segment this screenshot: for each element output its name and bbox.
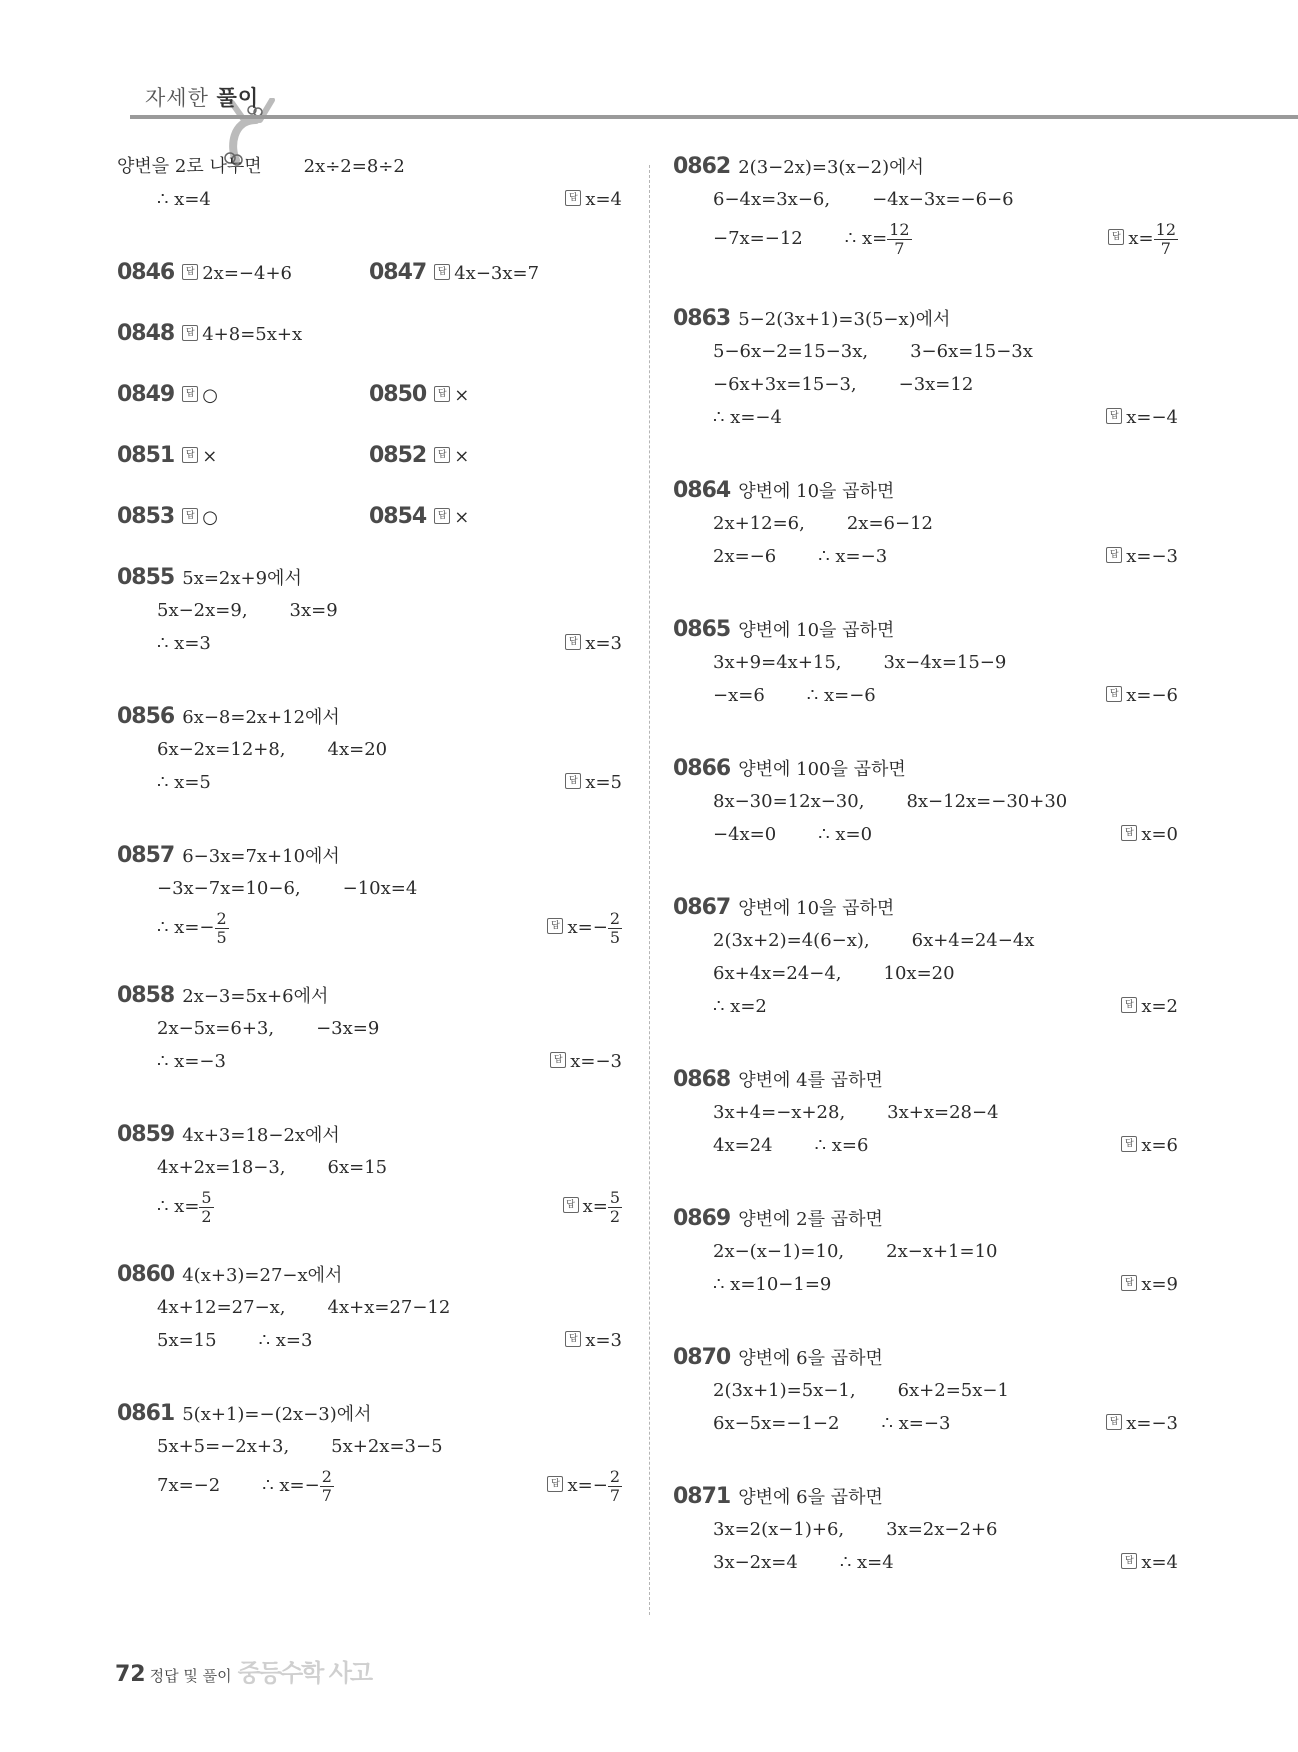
problem-number: 0853 — [117, 504, 175, 529]
solution-line: 2x=−6 ∴ x=−3 답 x=−3 — [673, 540, 1178, 573]
solution-line: 0855 5x=2x+9에서 — [117, 565, 302, 590]
problem-number: 0857 — [117, 843, 175, 868]
problem-number: 0850 — [369, 382, 427, 407]
answer-tag-icon: 답 — [565, 190, 581, 206]
solution-line: ∴ x=2 답 x=2 — [673, 990, 1178, 1023]
problem-number: 0865 — [673, 617, 731, 642]
fraction: $\frac{2}{5}$ — [216, 908, 227, 947]
solution-line: 0862 2(3−2x)=3(x−2)에서 — [673, 154, 924, 179]
answer-tag-icon: 답 — [434, 508, 450, 524]
solution-line: 2x−(x−1)=10, 2x−x+1=10 — [713, 1241, 998, 1262]
solution-line: 3x+9=4x+15, 3x−4x=15−9 — [713, 652, 1007, 673]
solution-line: 0861 5(x+1)=−(2x−3)에서 — [117, 1401, 372, 1426]
answer: 답 x=−3 — [1106, 540, 1178, 573]
problem-number: 0870 — [673, 1345, 731, 1370]
solution-line: 3x+4=−x+28, 3x+x=28−4 — [713, 1102, 999, 1123]
solution-line: 0866 양변에 100을 곱하면 — [673, 756, 906, 781]
answer-tag-icon: 답 — [565, 634, 581, 650]
solution-line: 4x+2x=18−3, 6x=15 — [157, 1157, 388, 1178]
answer-tag-icon: 답 — [1108, 229, 1124, 245]
answer-tag-icon: 답 — [434, 264, 450, 280]
answer: 답 x=3 — [565, 1324, 622, 1357]
answer: 답 x=6 — [1121, 1129, 1178, 1162]
answer-tag-icon: 답 — [434, 386, 450, 402]
problem-number: 0848 — [117, 321, 175, 346]
solution-0857 — [117, 839, 622, 951]
answer: 답 x=3 — [565, 627, 622, 660]
answer-pair: 0853 답 ○ 0854 답 × — [117, 504, 470, 529]
solution-line: 8x−30=12x−30, 8x−12x=−30+30 — [713, 791, 1068, 812]
problem-number: 0860 — [117, 1262, 175, 1287]
fraction: $\frac{2}{7}$ — [321, 1466, 332, 1505]
solution-line: ∴ x=−3 답 x=−3 — [117, 1045, 622, 1078]
answer-pair: 0848 답 4+8=5x+x — [117, 321, 303, 346]
answer-tag-icon: 답 — [1121, 1275, 1137, 1291]
solution-line: 6x−2x=12+8, 4x=20 — [157, 739, 388, 760]
footer-label: 정답 및 풀이 — [149, 1667, 232, 1685]
solution-0871 — [673, 1480, 1178, 1579]
problem-number: 0866 — [673, 756, 731, 781]
column-divider — [649, 165, 650, 1615]
problem-number: 0846 — [117, 260, 175, 285]
solution-line: 0858 2x−3=5x+6에서 — [117, 983, 329, 1008]
problem-number: 0849 — [117, 382, 175, 407]
problem-number: 0859 — [117, 1122, 175, 1147]
answer-tag-icon: 답 — [1106, 547, 1122, 563]
solution-0864 — [673, 474, 1178, 573]
solution-line: 2(3x+2)=4(6−x), 6x+4=24−4x — [713, 930, 1035, 951]
answer: 답 x= $\frac{12}{7}$ — [1108, 216, 1178, 262]
solution-line: ∴ x= $\frac{5}{2}$ 답 x= $\frac{5}{2}$ — [117, 1184, 622, 1230]
answer-tag-icon: 답 — [182, 447, 198, 463]
solution-line: 0860 4(x+3)=27−x에서 — [117, 1262, 343, 1287]
problem-number: 0851 — [117, 443, 175, 468]
problem-number: 0855 — [117, 565, 175, 590]
answer-pair: 0851 답 × 0852 답 × — [117, 443, 470, 468]
answer-tag-icon: 답 — [1121, 825, 1137, 841]
solution-0869 — [673, 1202, 1178, 1301]
answer: 답 x=9 — [1121, 1268, 1178, 1301]
answer-tag-icon: 답 — [182, 508, 198, 524]
problem-number: 0867 — [673, 895, 731, 920]
fraction: $\frac{2}{7}$ — [609, 1466, 620, 1505]
solution-line: −4x=0 ∴ x=0 답 x=0 — [673, 818, 1178, 851]
solution-line: −x=6 ∴ x=−6 답 x=−6 — [673, 679, 1178, 712]
problem-number: 0847 — [369, 260, 427, 285]
page-title: 자세한 풀이 — [145, 86, 260, 110]
answer-tag-icon: 답 — [547, 918, 563, 934]
answer-tag-icon: 답 — [563, 1197, 579, 1213]
answer: 답 x=− $\frac{2}{5}$ — [547, 905, 622, 951]
solution-0858 — [117, 979, 622, 1078]
answer-tag-icon: 답 — [1121, 997, 1137, 1013]
problem-number: 0856 — [117, 704, 175, 729]
solution-line: 6x+4x=24−4, 10x=20 — [713, 963, 955, 984]
solution-0865 — [673, 613, 1178, 712]
answer-tag-icon: 답 — [182, 264, 198, 280]
answer-pair: 0846 답 2x=−4+6 0847 답 4x−3x=7 — [117, 260, 540, 285]
solution-line: 3x=2(x−1)+6, 3x=2x−2+6 — [713, 1519, 998, 1540]
page-number: 72 — [115, 1662, 146, 1687]
problem-number: 0868 — [673, 1067, 731, 1092]
solution-line: 4x=24 ∴ x=6 답 x=6 — [673, 1129, 1178, 1162]
solution-0870 — [673, 1341, 1178, 1440]
answer-tag-icon: 답 — [182, 386, 198, 402]
problem-number: 0858 — [117, 983, 175, 1008]
problem-number: 0871 — [673, 1484, 731, 1509]
answer-tag-icon: 답 — [1106, 408, 1122, 424]
solution-line: 2(3x+1)=5x−1, 6x+2=5x−1 — [713, 1380, 1009, 1401]
solution-line: 5x=15 ∴ x=3 답 x=3 — [117, 1324, 622, 1357]
answer-tag-icon: 답 — [1121, 1553, 1137, 1569]
answer-tag-icon: 답 — [550, 1052, 566, 1068]
solution-line: 0871 양변에 6을 곱하면 — [673, 1484, 883, 1509]
answer: 답 x=−4 — [1106, 401, 1178, 434]
answer: 답 x=5 — [565, 766, 622, 799]
solution-line: 4x+12=27−x, 4x+x=27−12 — [157, 1297, 451, 1318]
fraction: $\frac{12}{7}$ — [889, 219, 910, 258]
answer-tag-icon: 답 — [182, 325, 198, 341]
solution-0866 — [673, 752, 1178, 851]
answer-pair: 0849 답 ○ 0850 답 × — [117, 382, 470, 407]
solution-line: 0870 양변에 6을 곱하면 — [673, 1345, 883, 1370]
solution-line: 5x−2x=9, 3x=9 — [157, 600, 338, 621]
answer-tag-icon: 답 — [1106, 1414, 1122, 1430]
answer-tag-icon: 답 — [1106, 686, 1122, 702]
solution-line: 0867 양변에 10을 곱하면 — [673, 895, 895, 920]
problem-number: 0854 — [369, 504, 427, 529]
solution-line: 3x−2x=4 ∴ x=4 답 x=4 — [673, 1546, 1178, 1579]
solution-line: ∴ x=5 답 x=5 — [117, 766, 622, 799]
answer: 답 x=−6 — [1106, 679, 1178, 712]
solution-line: 6x−5x=−1−2 ∴ x=−3 답 x=−3 — [673, 1407, 1178, 1440]
solution-line: ∴ x=4 답 x=4 — [117, 183, 622, 216]
solution-0859 — [117, 1118, 622, 1230]
problem-number: 0852 — [369, 443, 427, 468]
solution-line: −3x−7x=10−6, −10x=4 — [157, 878, 418, 899]
solution-0855 — [117, 561, 622, 660]
answer-tag-icon: 답 — [565, 1331, 581, 1347]
answer-tag-icon: 답 — [565, 773, 581, 789]
fraction: $\frac{12}{7}$ — [1155, 219, 1176, 258]
solution-line: 0864 양변에 10을 곱하면 — [673, 478, 895, 503]
solution-0856 — [117, 700, 622, 799]
solution-0868 — [673, 1063, 1178, 1162]
watermark: 중등수학 사고 — [237, 1659, 372, 1687]
solution-line: ∴ x=−4 답 x=−4 — [673, 401, 1178, 434]
problem-number: 0863 — [673, 306, 731, 331]
solution-line: 7x=−2 ∴ x=− $\frac{2}{7}$ 답 x=− $\frac{2}{7}$ — [117, 1463, 622, 1509]
solution-line: 2x−5x=6+3, −3x=9 — [157, 1018, 380, 1039]
answer: 답 x=4 — [1121, 1546, 1178, 1579]
problem-number: 0864 — [673, 478, 731, 503]
solution-line: −6x+3x=15−3, −3x=12 — [713, 374, 974, 395]
answer-tag-icon: 답 — [547, 1476, 563, 1492]
fraction: $\frac{2}{5}$ — [609, 908, 620, 947]
solution-line: ∴ x=− $\frac{2}{5}$ 답 x=− $\frac{2}{5}$ — [117, 905, 622, 951]
solution-line: 2x+12=6, 2x=6−12 — [713, 513, 933, 534]
solution-line: 6−4x=3x−6, −4x−3x=−6−6 — [713, 189, 1014, 210]
answer: 답 x=−3 — [1106, 1407, 1178, 1440]
answer: 답 x=−3 — [550, 1045, 622, 1078]
solution-line: 0869 양변에 2를 곱하면 — [673, 1206, 883, 1231]
answer: 답 x= $\frac{5}{2}$ — [563, 1184, 622, 1230]
solution-0863 — [673, 302, 1178, 434]
page-footer — [115, 1653, 371, 1688]
solution-0862 — [673, 150, 1178, 262]
fraction: $\frac{5}{2}$ — [201, 1187, 212, 1226]
solution-line: ∴ x=10−1=9 답 x=9 — [673, 1268, 1178, 1301]
solution-line: 5x+5=−2x+3, 5x+2x=3−5 — [157, 1436, 443, 1457]
solution-line: 5−6x−2=15−3x, 3−6x=15−3x — [713, 341, 1033, 362]
solution-line: 0865 양변에 10을 곱하면 — [673, 617, 895, 642]
left-column — [117, 150, 622, 1509]
answer: 답 x=− $\frac{2}{7}$ — [547, 1463, 622, 1509]
answer: 답 x=0 — [1121, 818, 1178, 851]
answer-tag-icon: 답 — [434, 447, 450, 463]
solution-line: 양변을 2로 나누면 2x÷2=8÷2 — [117, 156, 405, 177]
solution-0867 — [673, 891, 1178, 1023]
solution-intro — [117, 150, 622, 216]
problem-number: 0862 — [673, 154, 731, 179]
answer-tag-icon: 답 — [1121, 1136, 1137, 1152]
solution-0861 — [117, 1397, 622, 1509]
solution-line: ∴ x=3 답 x=3 — [117, 627, 622, 660]
solution-line: −7x=−12 ∴ x= $\frac{12}{7}$ 답 x= $\frac{12}{7}$ — [673, 216, 1178, 262]
solution-line: 0863 5−2(3x+1)=3(5−x)에서 — [673, 306, 951, 331]
problem-number: 0861 — [117, 1401, 175, 1426]
answer: 답 x=2 — [1121, 990, 1178, 1023]
answer: 답 x=4 — [565, 183, 622, 216]
solution-line: 0859 4x+3=18−2x에서 — [117, 1122, 340, 1147]
fraction: $\frac{5}{2}$ — [609, 1187, 620, 1226]
problem-number: 0869 — [673, 1206, 731, 1231]
solution-0860 — [117, 1258, 622, 1357]
solution-line: 0857 6−3x=7x+10에서 — [117, 843, 340, 868]
header-rule — [130, 115, 1298, 119]
solution-line: 0868 양변에 4를 곱하면 — [673, 1067, 883, 1092]
solution-line: 0856 6x−8=2x+12에서 — [117, 704, 340, 729]
right-column — [673, 150, 1178, 1579]
